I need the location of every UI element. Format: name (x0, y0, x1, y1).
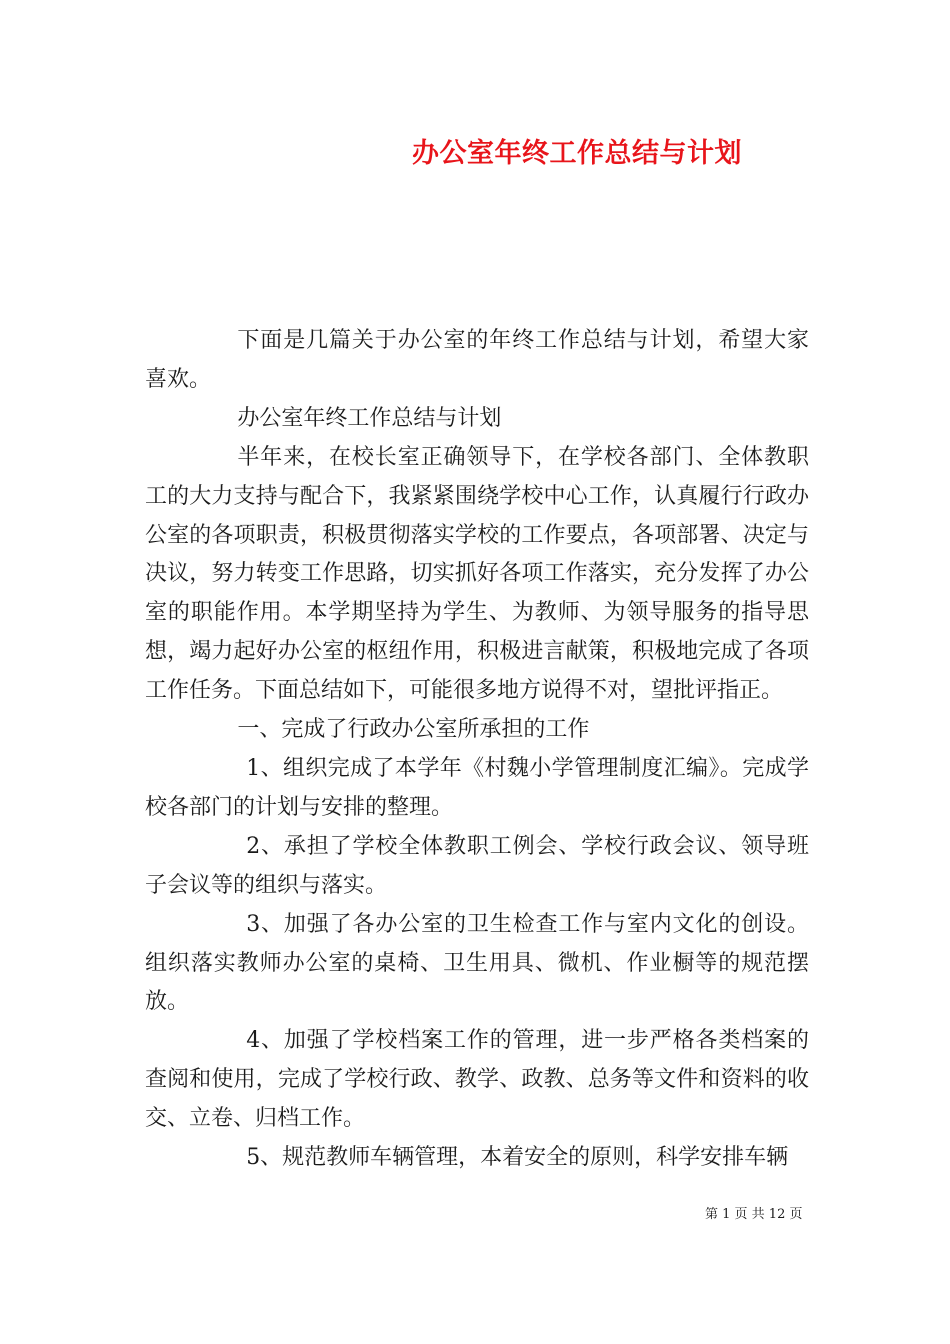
list-item: 2、承担了学校全体教职工例会、学校行政会议、领导班子会议等的组织与落实。 (145, 833, 809, 898)
list-item: 5、规范教师车辆管理，本着安全的原则，科学安排车辆 (246, 1145, 789, 1171)
page-number: 第 1 页 共 12 页 (705, 1207, 803, 1222)
section-heading: 办公室年终工作总结与计划 (237, 405, 502, 431)
subsection-heading: 一、完成了行政办公室所承担的工作 (237, 717, 590, 743)
document-body (145, 322, 809, 1178)
list-item: 4、加强了学校档案工作的管理，进一步严格各类档案的查阅和使用，完成了学校行政、教学、政教、总务等文件和资料的收交、立卷、归档工作。 (145, 1028, 809, 1132)
document-title: 办公室年终工作总结与计划 (412, 138, 742, 169)
summary-paragraph: 半年来，在校长室正确领导下，在学校各部门、全体教职工的大力支持与配合下，我紧紧围绕学校中心工作，认真履行行政办公室的各项职责，积极贯彻落实学校的工作要点，各项部署、决定与决议，努力转变工作思路，切实抓好各项工作落实，充分发挥了办公室的职能作用。本学期坚持为学生、为教师、为领导服务的指导思想，竭力起好办公室的枢纽作用，积极进言献策，积极地完成了各项工作任务。下面总结如下，可能很多地方说得不对，望批评指正。 (145, 444, 809, 704)
list-item: 3、加强了各办公室的卫生检查工作与室内文化的创设。组织落实教师办公室的桌椅、卫生用具、微机、作业橱等的规范摆放。 (145, 911, 809, 1015)
list-item: 1、组织完成了本学年《村魏小学管理制度汇编》。完成学校各部门的计划与安排的整理。 (145, 755, 809, 820)
intro-paragraph: 下面是几篇关于办公室的年终工作总结与计划，希望大家喜欢。 (145, 328, 809, 392)
